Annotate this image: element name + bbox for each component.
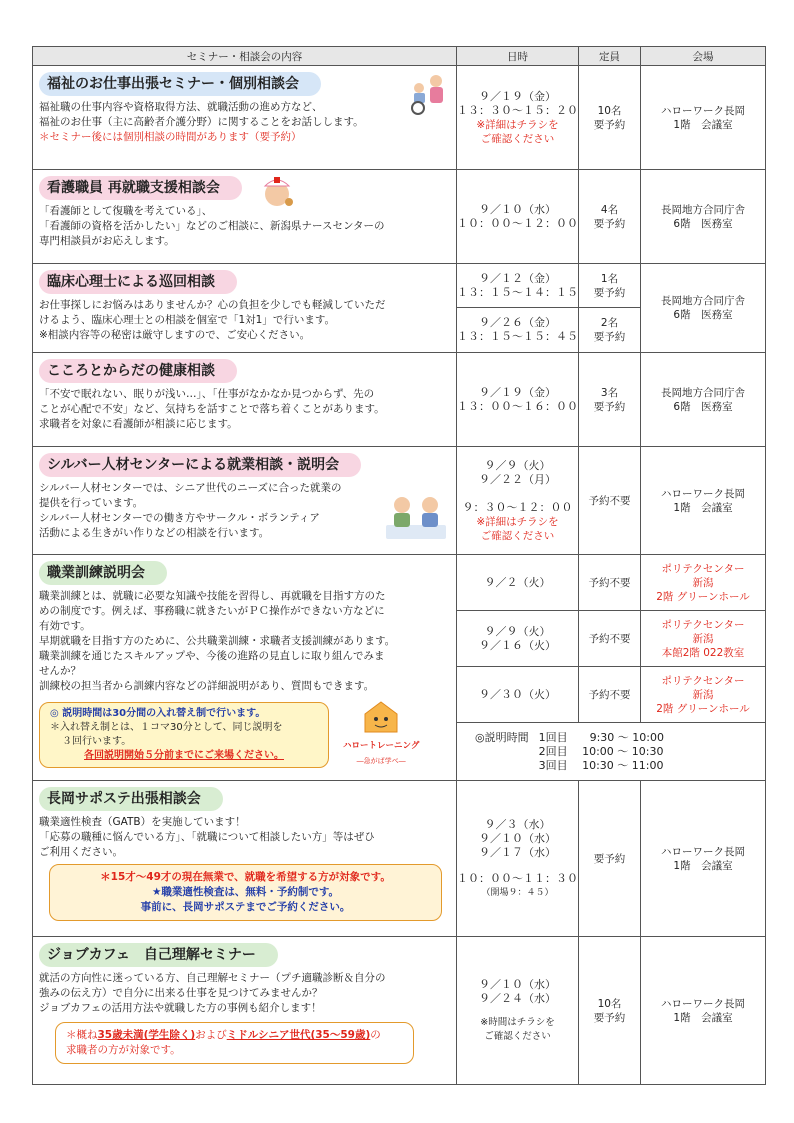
date-note: ※詳細はチラシを [476,515,559,528]
date-note: ご確認ください [484,1030,551,1042]
seminar-title: ジョブカフェ 自己理解セミナー [39,943,278,967]
desc-line: 福祉のお仕事（主に高齢者介護分野）に関することをお話しします。 [39,116,364,128]
desc-line: 「看護師として復職を考えている」、 [39,205,213,217]
date-line: ９／２４（水） [479,991,556,1005]
desc-line: シルバー人材センターでは、シニア世代のニーズに合った就業の [39,482,342,494]
venue-room: 1階 会議室 [673,118,733,131]
venue-city: 新潟 [692,688,714,701]
capacity-count: 2名 [600,317,619,329]
capacity-count: 1名 [600,272,619,285]
seminar-schedule-table [32,46,766,1085]
date-line: ９／２２（月） [479,472,556,486]
training-time-slots [457,723,766,781]
seminar-title: 看護職員 再就職支援相談会 [39,176,242,200]
seminar-row-silver [33,447,766,555]
desc-line: 「看護師の資格を活かしたい」などのご相談に、新潟県ナースセンターの [39,220,385,232]
header-content: セミナー・相談会の内容 [33,47,457,66]
seminar-capacity [579,308,641,353]
seminar-title: 福祉のお仕事出張セミナー・個別相談会 [39,72,321,96]
seminar-content [33,447,457,555]
venue-room: 1階 会議室 [673,859,733,872]
box-line: 事前に、長岡サポステまでご予約ください。 [140,901,351,913]
desc-line: 職業適性検査（GATB）を実施しています！ [39,816,246,828]
date-note: ※詳細はチラシを [476,118,559,131]
box-line: ＊15才～49才の現在無業で、就職を希望する方が対象です。 [100,871,391,883]
box-text: および [195,1029,227,1041]
header-date: 日時 [457,47,579,66]
date-line: ９／２６（金） [479,316,556,329]
seminar-date [457,66,579,170]
venue-city: 新潟 [692,576,714,589]
capacity-reservation: 要予約 [593,1011,626,1024]
seminar-date [457,447,579,555]
desc-line: 求職者を対象に看護師が相談に応じます。 [39,418,238,430]
seminar-venue [641,611,766,667]
seminar-row-jobcafe [33,937,766,1085]
seminar-date [457,937,579,1085]
seminar-row-saposute [33,781,766,937]
hello-training-mascot-icon [361,700,401,734]
venue-room: 2階 グリーンホール [656,590,750,603]
seminar-venue [641,264,766,353]
seminar-desc [39,815,450,860]
jobcafe-info-box [55,1022,414,1064]
desc-line: ※相談内容等の秘密は厳守しますので、ご安心ください。 [39,329,311,341]
box-line: ３回行います。 [62,735,132,747]
saposute-info-box [49,864,442,921]
desc-line: 早期就職を目指す方のために、公共職業訓練・求職者支援訓練があります。 [39,635,396,647]
date-line: ９／１６（火） [479,638,556,652]
desc-line: 訓練校の担当者から訓練内容などの詳細説明があり、質問もできます。 [39,680,375,692]
box-line [66,1028,403,1043]
caregiver-wheelchair-icon [406,72,450,116]
seminar-date [457,170,579,264]
desc-line: めの制度です。例えば、事務職に就きたいがＰＣ操作ができない方などに [39,605,385,617]
capacity-count: 4名 [600,203,619,216]
seminar-capacity [579,611,641,667]
capacity-reservation: 予約不要 [588,494,631,507]
seminar-capacity [579,667,641,723]
venue-room: 1階 会議室 [673,1011,733,1024]
venue-room: 6階 医務室 [673,217,733,230]
capacity-count: 10名 [597,997,622,1010]
capacity-reservation: 予約不要 [588,688,631,701]
seminar-content [33,937,457,1085]
seminar-capacity [579,264,641,308]
venue-name: ポリテクセンター [661,618,745,631]
venue-name: ハローワーク長岡 [661,997,745,1010]
venue-room: 1階 会議室 [673,501,733,514]
venue-room: 6階 医務室 [673,309,733,321]
time-line: １３：３０～１５：２０ [457,103,578,117]
box-highlight: ミドルシニア世代(35～59歳) [226,1029,371,1041]
time-line: ９：３０～１２：００ [462,500,573,514]
venue-name: 長岡地方合同庁舎 [661,295,745,307]
time-slot: 1回目 9:30 ～ 10:00 [538,730,665,744]
venue-name: ハローワーク長岡 [661,487,745,500]
desc-line: ことが心配で不安」など、気持ちを話すことで落ち着くことがあります。 [39,403,385,415]
seminar-row-health [33,353,766,447]
time-slot-rows [539,731,664,773]
seminar-row-nursing [33,170,766,264]
seminar-date [457,611,579,667]
desc-line: 職業訓練を通じたスキルアップや、今後の進路の見直しに取り組んでみま [39,650,385,662]
date-line: ９／１０（水） [479,831,556,845]
desc-line: 有効です。 [39,620,91,632]
box-line: ★職業適性検査は、無料・予約制です。 [151,886,340,898]
seminar-content [33,66,457,170]
seminar-desc [39,589,450,694]
desc-line: 「応募の職種に悩んでいる方」、「就職について相談したい方」等はぜひ [39,831,375,843]
times-label: ◎説明時間 [475,730,529,744]
desc-line: シルバー人材センターでの働き方やサークル・ボランティア [39,512,320,524]
seminar-content [33,264,457,353]
date-line: ９／１０（水） [479,977,556,991]
capacity-reservation: 要予約 [593,400,626,413]
date-note: ご確認ください [480,132,555,145]
hello-training-logo [343,700,419,769]
desc-line: お仕事探しにお悩みはありませんか？心の負担を少しでも軽減していただ [39,299,386,311]
seminar-title: こころとからだの健康相談 [39,359,237,383]
time-line: １３：００～１６：００ [457,399,578,413]
capacity-reservation: 予約不要 [588,632,631,645]
date-line: ９／１９（金） [479,89,556,103]
box-line: ＊入れ替え制とは、１コマ30分として、同じ説明を [50,721,283,733]
time-slot: 2回目 10:00 ～ 10:30 [538,744,664,758]
seminar-capacity [579,353,641,447]
time-line: １３：１５～１５：４５ [457,330,578,343]
desc-line: 活動による生きがい作りなどの相談を行います。 [39,527,270,539]
desc-line: せんか？ [39,665,81,677]
time-line: １０：００～１２：００ [457,216,578,230]
seminar-venue [641,353,766,447]
venue-room: 6階 医務室 [673,400,733,413]
seminar-desc [39,100,450,145]
seminar-capacity [579,937,641,1085]
venue-name: 長岡地方合同庁舎 [661,386,745,399]
seminar-content [33,781,457,937]
desc-line: 「不安で眠れない、眠りが浅い…」、「仕事がなかなか見つからず、先の [39,388,375,400]
date-line: ９／１０（水） [479,202,556,216]
consultation-icon [382,491,450,543]
seminar-title: 職業訓練説明会 [39,561,167,585]
desc-line: 専門相談員がお応えします。 [39,235,175,247]
seminar-date [457,264,579,308]
desc-line: けるよう、臨床心理士との相談を個室で「1対1」で行います。 [39,314,336,326]
training-info-area [39,694,450,769]
venue-name: ポリテクセンター [661,562,745,575]
desc-line: 就活の方向性に迷っている方、自己理解セミナー（プチ適職診断＆自分の [39,972,386,984]
date-line: ９／１２（金） [479,271,556,285]
seminar-content [33,555,457,781]
seminar-desc [39,971,450,1016]
time-slot: 3回目 10:30 ～ 11:00 [538,758,664,772]
seminar-row-training [33,555,766,611]
box-text: ＊概ね [66,1029,98,1041]
date-line: ９／９（火） [484,624,551,638]
capacity-reservation: 要予約 [593,331,626,343]
date-line: ９／１９（金） [479,385,556,399]
desc-line: 強みの伝え方）で自分に出来る仕事を見つけてみませんか？ [39,987,323,999]
date-line: ９／９（火） [484,458,551,472]
seminar-date [457,308,579,353]
seminar-capacity [579,447,641,555]
seminar-venue [641,781,766,937]
box-highlight: 35歳未満(学生除く) [97,1029,196,1041]
header-row [33,47,766,66]
box-line: 求職者の方が対象です。 [66,1044,181,1056]
time-slot-list [457,731,765,773]
date-line: ９／１７（水） [479,845,556,859]
seminar-venue [641,170,766,264]
capacity-reservation: 要予約 [593,118,626,131]
seminar-venue [641,66,766,170]
venue-name: ハローワーク長岡 [661,104,745,117]
desc-line: ジョブカフェの活用方法や就職した方の事例も紹介します！ [39,1002,322,1014]
seminar-content [33,170,457,264]
venue-room: 2階 グリーンホール [656,702,750,715]
box-line: 各回説明開始５分前までにご来場ください。 [84,749,284,761]
capacity-count: 3名 [600,386,619,399]
capacity-reservation: 予約不要 [588,576,631,589]
seminar-capacity [579,170,641,264]
opening-time: （開場９：４５） [481,887,554,898]
seminar-capacity [579,781,641,937]
desc-line: 福祉職の仕事内容や資格取得方法、就職活動の進め方など、 [39,101,323,113]
date-note: ※時間はチラシを [480,1016,555,1028]
date-line: ９／２（火） [484,575,551,589]
date-line: ９／３０（火） [479,687,556,701]
box-line: ◎ 説明時間は30分間の入れ替え制で行います。 [50,707,266,719]
seminar-venue [641,555,766,611]
seminar-desc [39,204,450,249]
logo-tagline: ―急がば学べ― [356,757,406,765]
seminar-date [457,555,579,611]
venue-room: 本館2階 022教室 [661,646,745,659]
header-capacity: 定員 [579,47,641,66]
nurse-icon [255,174,299,210]
seminar-desc [39,387,450,432]
seminar-date [457,667,579,723]
seminar-date [457,353,579,447]
seminar-desc [39,298,450,343]
logo-text: ハロートレーニング [343,741,420,751]
date-note: ご確認ください [480,529,555,542]
seminar-row-psychologist [33,264,766,308]
capacity-count: 10名 [597,104,622,117]
time-line: １０：００～１１：３０ [457,871,578,885]
header-venue: 会場 [641,47,766,66]
seminar-content [33,353,457,447]
capacity-reservation: 要予約 [593,217,626,230]
date-line: ９／３（水） [484,817,551,831]
desc-note: ＊セミナー後には個別相談の時間があります（要予約） [39,131,302,143]
seminar-row-welfare [33,66,766,170]
seminar-venue [641,447,766,555]
desc-line: ご利用ください。 [39,846,123,858]
seminar-venue [641,667,766,723]
seminar-title: 臨床心理士による巡回相談 [39,270,237,294]
box-text: の [370,1029,381,1041]
seminar-capacity [579,66,641,170]
venue-name: ハローワーク長岡 [661,845,745,858]
seminar-title: 長岡サポステ出張相談会 [39,787,223,811]
capacity-reservation: 要予約 [593,286,626,299]
seminar-date [457,781,579,937]
seminar-venue [641,937,766,1085]
venue-name: 長岡地方合同庁舎 [661,203,745,216]
capacity-reservation: 要予約 [593,852,626,865]
seminar-title: シルバー人材センターによる就業相談・説明会 [39,453,361,477]
desc-line: 職業訓練とは、就職に必要な知識や技能を習得し、再就職を目指す方のた [39,590,386,602]
venue-name: ポリテクセンター [661,674,745,687]
desc-line: 提供を行っています。 [39,497,144,509]
seminar-capacity [579,555,641,611]
venue-city: 新潟 [692,632,714,645]
training-info-box [39,702,329,768]
time-line: １３：１５～１４：１５ [457,285,578,299]
